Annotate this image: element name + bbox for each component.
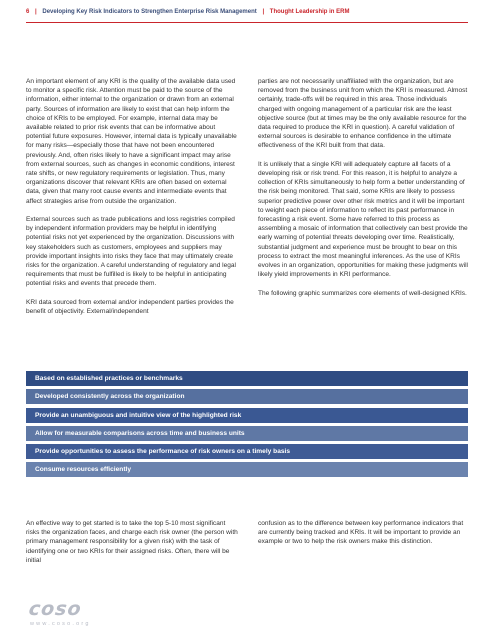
left-column — [26, 77, 238, 325]
paragraph: An effective way to get started is to take the top 5-10 most significant risks the organization faces, and charge each risk owner (the person with primary management responsibility for a given risk) with the task of identifying one or two KRIs for their assigned risks. Often, there will be initial — [26, 520, 238, 564]
paragraph: External sources such as trade publications and loss registries compiled by independent information providers may be helpful in identifying potential risks not yet experienced by the organization. Discussions with key stakeholders such as customers, employees and suppliers may provide important insights into risks they face that may ultimately create risks for the organization. A careful understanding of regulatory and legal requirements that must be fulfilled is likely to be helpful in anticipating potential risks and events that precede them. — [26, 216, 236, 288]
paragraph: The following graphic summarizes core elements of well-designed KRIs. — [258, 289, 467, 297]
right-column — [258, 77, 470, 307]
header-separator: | — [35, 9, 37, 15]
bottom-left-column — [26, 519, 238, 574]
series-title: Thought Leadership in ERM — [269, 9, 350, 15]
footer-url: www.coso.org — [30, 621, 91, 627]
page-number: 6 — [26, 9, 30, 15]
kri-element-banner: Consume resources efficiently — [26, 462, 468, 477]
kri-element-banner: Developed consistently across the organization — [26, 389, 468, 404]
kri-element-banner: Based on established practices or benchmarks — [26, 371, 468, 386]
paragraph: KRI data sourced from external and/or independent parties provides the benefit of objectivity. External/independent — [26, 298, 234, 316]
paragraph: parties are not necessarily unaffiliated with the organization, but are removed from the business unit from which the KRI is measured. Almost certainly, trade-offs will be required in this area. Those individuals charged with ongoing management of a particular risk are the least objective source (but at times may be the only available resource for the data required to produce the KRI in question). A careful validation of external sources is desirable to enhance confidence in the ultimate effectiveness of the KRI built from that data. — [258, 78, 468, 150]
kri-element-banner: Allow for measurable comparisons across time and business units — [26, 426, 468, 441]
paragraph: It is unlikely that a single KRI will adequately capture all facets of a developing risk or risk trend. For this reason, it is helpful to analyze a collection of KRIs simultaneously to help form a better understanding of the risk being monitored. That said, some KRIs are likely to possess superior predictive power over other risk metrics and it will be important to weight each piece of information to reflect its past performance in forecasting a risk event. Some have referred to this process as assembling a mosaic of information that collectively can best provide the early warning of potential threats developing over time. Realistically, substantial judgment and experience must be brought to bear on this process to extract the most meaningful inferences. As the use of KRIs evolves in an organization, opportunities for making these judgments will likely yield improvements in KRI performance. — [258, 160, 468, 279]
document-title: Developing Key Risk Indicators to Strengthen Enterprise Risk Management — [42, 9, 257, 15]
bottom-right-column — [258, 519, 470, 556]
coso-logo: coso — [27, 598, 84, 620]
kri-elements-graphic — [26, 371, 468, 481]
kri-element-banner: Provide an unambiguous and intuitive view of the highlighted risk — [26, 408, 468, 423]
page-header — [26, 9, 349, 15]
header-rule — [26, 22, 468, 23]
paragraph: An important element of any KRI is the quality of the available data used to monitor a specific risk. Attention must be paid to the source of the information, either internal to the organization or drawn from an external party. Sources of information are likely to exist that can help inform the choice of KRIs to be employed. For example, internal data may be available related to prior risk events that can be informative about potential future exposures. However, internal data is typically unavailable for many risks—especially those that have not been encountered previously. And, often risks likely to have a significant impact may arise from external sources, such as changes in economic conditions, interest rate shifts, or new regulatory requirements or legislation. Thus, many organizations discover that relevant KRIs are often based on external data, given that many root cause events and intermediate events that affect strategies arise from outside the organization. — [26, 78, 237, 205]
kri-element-banner: Provide opportunities to assess the performance of risk owners on a timely basis — [26, 444, 468, 459]
paragraph: confusion as to the difference between key performance indicators that are currently being tracked and KRIs. It will be important to provide an example or two to help the risk owners make this distinction. — [258, 520, 464, 546]
header-separator: | — [262, 9, 265, 15]
